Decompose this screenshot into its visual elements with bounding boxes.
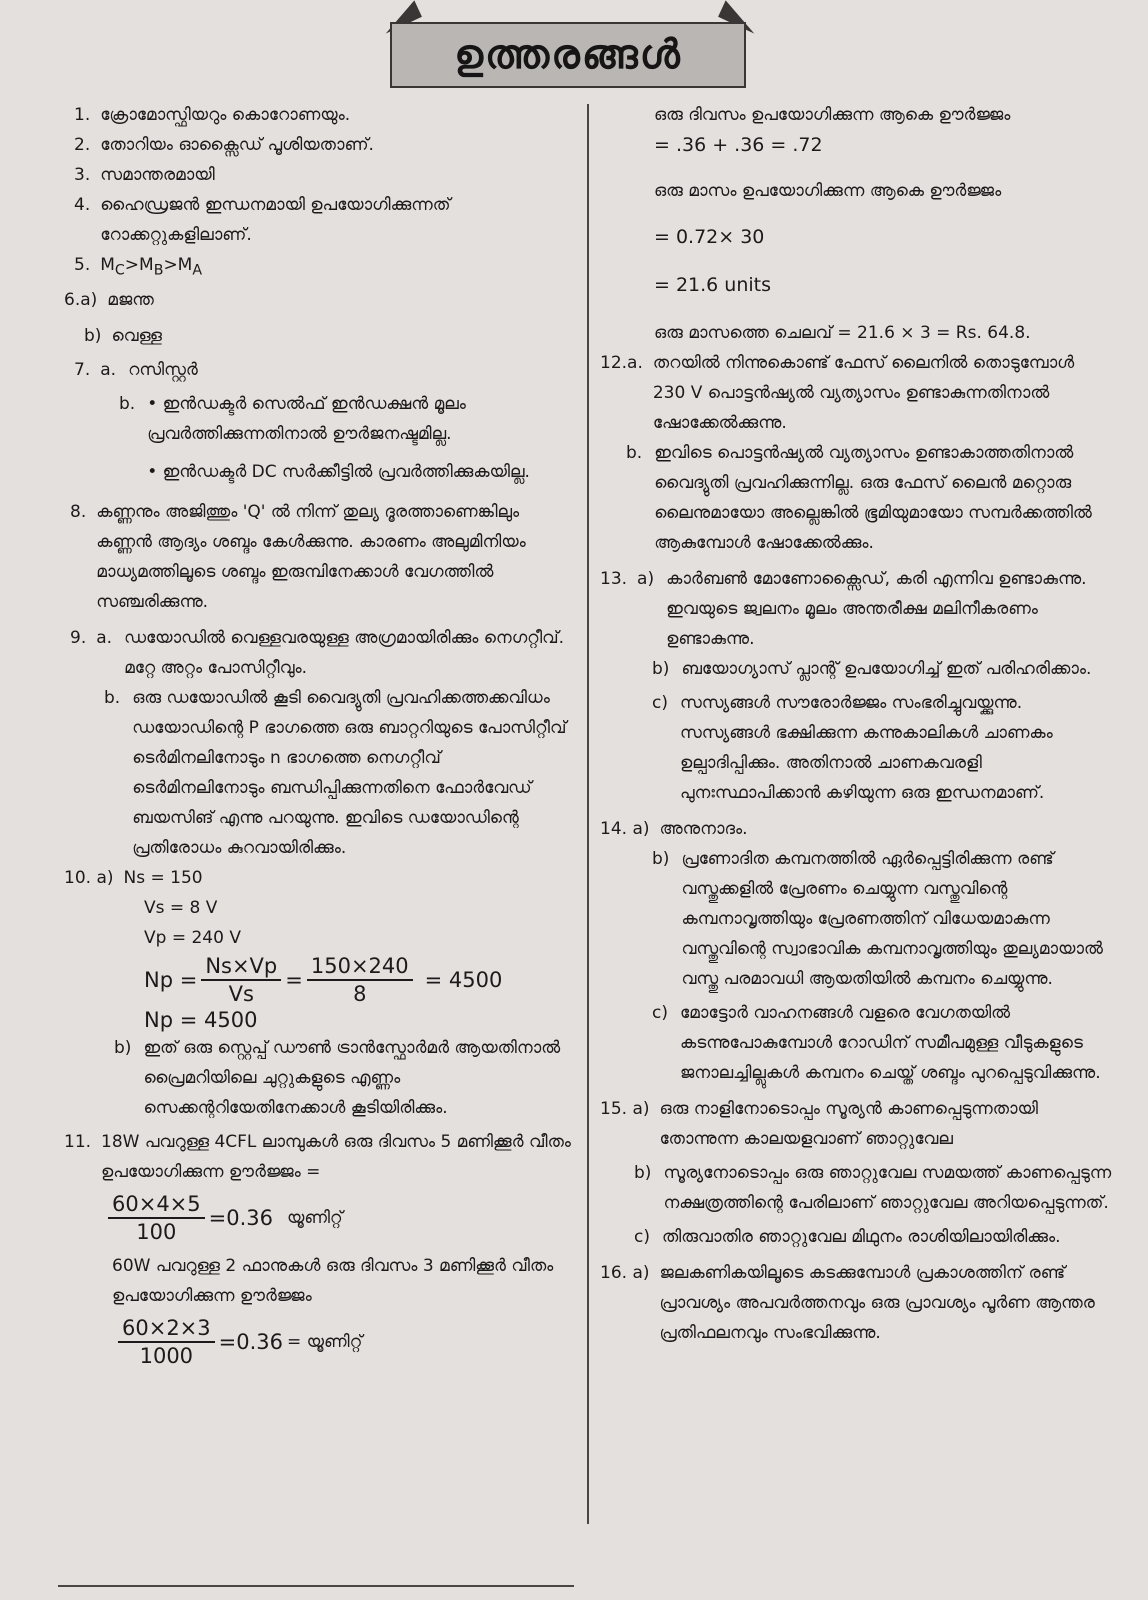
answer-15a: 15. a) ഒരു നാളിനോടൊപ്പം സൂര്യൻ കാണപ്പെടുന്നതായി തോന്നുന്ന കാലയളവാണ് ഞാറ്റുവേല [600,1099,1038,1149]
answer-15b: b) സൂര്യനോടൊപ്പം ഒരു ഞാറ്റുവേല സമയത്ത് കാണപ്പെടുന്ന നക്ഷത്രത്തിന്റെ പേരിലാണ് ഞാറ്റുവേല അറിയപ്പെടുന്നത്. [634,1163,1112,1213]
answer-5: 5. $M_C>M_B>M_A$ [64,250,576,285]
answer-10b: b) ഇത് ഒരു സ്റ്റെപ്പ് ഡൗൺ ട്രാൻസ്ഫോർമർ ആയതിനാൽ പ്രൈമറിയിലെ ചുറ്റുകളുടെ എണ്ണം സെക്കന്ററിയേതിനേക്കാൾ കൂടിയിരിക്കും. [114,1038,561,1119]
answer-12b: b. ഇവിടെ പൊട്ടൻഷ്യൽ വ്യത്യാസം ഉണ്ടാകാത്തതിനാൽ വൈദ്യുതി പ്രവഹിക്കുന്നില്ല. ഒരു ഫേസ് ലൈൻ മറ്റൊരു ലൈനുമായോ അല്ലെങ്കിൽ ഭൂമിയുമായോ സമ്പർക്കത്തിൽ ആകുമ്പോൾ ഷോക്കേൽക്കും. [626,443,1092,553]
answer-4: 4. ഹൈഡ്രജൻ ഇന്ധനമായി ഉപയോഗിക്കുന്നത് റോക്കറ്റുകളിലാണ്. [74,195,451,245]
right-column [600,100,1112,1348]
answer-14b: b) പ്രണോദിത കമ്പനത്തിൽ ഏർപ്പെട്ടിരിക്കുന്ന രണ്ട് വസ്തുക്കളിൽ പ്രേരണം ചെയ്യുന്ന വസ്തുവിന്റെ കമ്പനാവൃത്തിയും പ്രേരണത്തിന് വിധേയമാകുന്ന വസ്തുവിന്റെ സ്വാഭാവിക കമ്പനാവൃത്തിയും തുല്യമായാൽ വസ്തു പരമാവധി ആയതിയിൽ കമ്പനം ചെയ്യുന്നു. [652,849,1103,989]
answer-6a: 6.a) മജന്ത [64,290,154,311]
answer-12a: 12.a. തറയിൽ നിന്നുകൊണ്ട് ഫേസ് ലൈനിൽ തൊടുമ്പോൾ 230 V പൊട്ടൻഷ്യൽ വ്യത്യാസം ഉണ്ടാകുന്നതിനാൽ ഷോക്കേൽക്കുന്നു. [600,353,1075,433]
page-title: ഉത്തരങ്ങൾ [454,32,682,78]
mass-inequality: $M_C>M_B>M_A$ [100,255,203,279]
answer-2: 2. തോറിയം ഓക്സൈഡ് പൂശിയതാണ്. [74,135,374,155]
answer-8: 8. കണ്ണനും അജിത്തും 'Q' ൽ നിന്ന് തുല്യ ദൂരത്താണെങ്കിലും കണ്ണൻ ആദ്യം ശബ്ദം കേൾക്കുന്നു. കാരണം അലുമിനിയം മാധ്യമത്തിലൂടെ ശബ്ദം ഇരുമ്പിനേക്കാൾ വേഗത്തിൽ സഞ്ചരിക്കുന്നു. [70,502,526,613]
fan-energy-text: 60W പവറുള്ള 2 ഫാനുകൾ ഒരു ദിവസം 3 മണിക്കൂർ വീതം ഉപയോഗിക്കുന്ന ഊർജ്ജം [112,1256,554,1307]
bottom-rule [58,1585,574,1587]
answer-13a: 13. a) കാർബൺ മോണോക്സൈഡ്, കരി എന്നിവ ഉണ്ടാകുന്നു. ഇവയുടെ ജ്വലനം മൂലം അന്തരീക്ഷ മലിനീകരണം ഉണ്ടാകുന്നു. [600,569,1087,649]
answer-9b: b. ഒരു ഡയോഡിൽ കൂടി വൈദ്യുതി പ്രവഹിക്കത്തക്കവിധം ഡയോഡിന്റെ P ഭാഗത്തെ ഒരു ബാറ്ററിയുടെ പോസിറ്റീവ് ടെർമിനലിനോടും n ഭാഗത്തെ നെഗറ്റീവ് ടെർമിനലിനോടും ബന്ധിപ്പിക്കുന്നതിനെ ഫോർവേഡ് ബയസിങ് എന്നു പറയുന്നു. ഇവിടെ ഡയോഡിന്റെ പ്രതിരോധം കുറവായിരിക്കും. [104,688,567,859]
fan-energy-formula: $\frac{60\times 2\times 3}{1000}$ =0.36 = യൂണിറ്റ് [114,1315,576,1369]
answer-7a: 7. a. റസിസ്റ്റർ [74,360,198,381]
answer-1: 1. ക്രോമോസ്ഫിയറും കൊറോണയും. [74,105,351,125]
answer-16a: 16. a) ജലകണികയിലൂടെ കടക്കുമ്പോൾ പ്രകാശത്തിന് രണ്ട് പ്രാവശ്യം അപവർത്തനവും ഒരു പ്രാവശ്യം പൂർണ ആന്തര പ്രതിഫലനവും സംഭവിക്കുന്നു. [600,1263,1095,1343]
answer-15c: c) തിരുവാതിര ഞാറ്റുവേല മിഥുനം രാശിയിലായിരിക്കും. [634,1227,1061,1247]
answer-7b: b. • ഇൻഡക്ടർ സെൽഫ് ഇൻഡക്ഷൻ മൂലം പ്രവർത്തിക്കുന്നതിനാൽ ഊർജനഷ്ടമില്ല. • ഇൻഡക്ടർ DC സർക്കീട്ടിൽ പ്രവർത്തിക്കുകയില്ല. [119,394,530,483]
answer-3: 3. സമാന്തരമായി [74,165,215,185]
answer-14a: 14. a) അനുനാദം. [600,819,748,839]
answer-6b: b) വെള്ള [84,326,162,347]
np-formula: Np = $\frac{Ns\times Vp}{Vs}$ = $\frac{150\times 240}{8}$ = 4500 [144,954,503,1007]
column-divider [587,104,589,1524]
answer-13b: b) ബയോഗ്യാസ് പ്ലാന്റ് ഉപയോഗിച്ച് ഇത് പരിഹരിക്കാം. [652,659,1092,679]
answer-13c: c) സസ്യങ്ങൾ സൗരോർജ്ജം സംഭരിച്ചുവയ്ക്കുന്നു. സസ്യങ്ങൾ ഭക്ഷിക്കുന്ന കന്നുകാലികൾ ചാണകം ഉല്പാദിപ്പിക്കും. അതിനാൽ ചാണകവരളി പുനഃസ്ഥാപിക്കാൻ കഴിയുന്ന ഒരു ഇന്ധനമാണ്. [652,693,1053,803]
left-column [64,100,576,1369]
title-banner [390,22,746,88]
answer-9a: 9. a. ഡയോഡിൽ വെള്ളവരയുള്ള അഗ്രമായിരിക്കും നെഗറ്റീവ്. മറ്റേ അറ്റം പോസിറ്റീവും. [70,628,565,679]
answer-10a: 10. a) Ns = 150 [64,868,203,889]
answer-14c: c) മോട്ടോർ വാഹനങ്ങൾ വളരെ വേഗതയിൽ കടന്നുപോകുമ്പോൾ റോഡിന് സമീപമുള്ള വീടുകളുടെ ജനാലച്ചില്ലുകൾ കമ്പനം ചെയ്ത് ശബ്ദം പുറപ്പെടുവിക്കുന്നു. [652,1003,1101,1083]
answer-10-values: Vs = 8 V Vp = 240 V Np = $\frac{Ns\times Vp}{Vs}$ = $\frac{150\times 240}{8}$ = 4500 Np = 4500 [144,893,576,1033]
answer-11: 11. 18W പവറുള്ള 4CFL ലാമ്പുകൾ ഒരു ദിവസം 5 മണിക്കൂർ വീതം ഉപയോഗിക്കുന്ന ഊർജ്ജം = [64,1132,571,1183]
daily-energy: ഒരു ദിവസം ഉപയോഗിക്കുന്ന ആകെ ഊർജ്ജം = .36 + .36 = .72 ഒരു മാസം ഉപയോഗിക്കുന്ന ആകെ ഊർജ്ജം = 0.72× 30 = 21.6 units ഒരു മാസത്തെ ചെലവ് = 21.6 × 3 = Rs. 64.8. [654,105,1031,343]
lamp-energy-formula: $\frac{60\times 4\times 5}{100}$ =0.36 യൂണിറ്റ് [104,1191,576,1245]
